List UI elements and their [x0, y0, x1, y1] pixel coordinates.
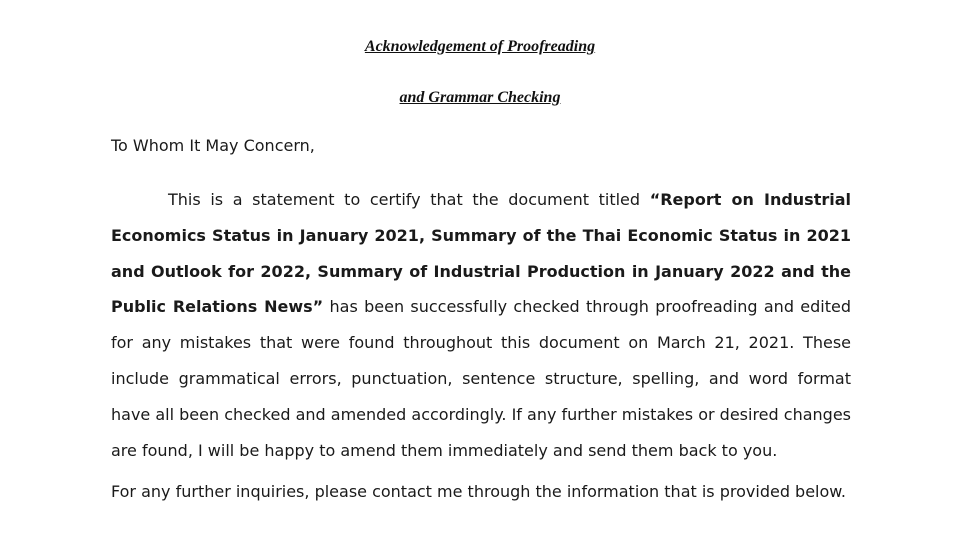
letter-greeting: To Whom It May Concern, [111, 136, 315, 155]
closing-line: For any further inquiries, please contact me through the information that is provided below. [111, 482, 846, 501]
paragraph-intro-text: This is a statement to certify that the document titled [168, 190, 650, 209]
paragraph-rest-text: has been successfully checked through proofreading and edited for any mistakes that were found throughout this document on March 21, 2021. These include grammatical errors, punctuation, sentence structure, spelling, and word format have all been checked and amended accordingly. If any further mistakes or desired changes are found, I will be happy to amend them immediately and send them back to you. [111, 297, 852, 460]
certified-document-title: “Report on Industrial Economics Status in January 2021, Summary of the Thai Economic Status in 2021 and Outlook for 2022, Summary of Industrial Production in January 2022 and the Public Relations News” [111, 190, 852, 317]
document-heading-line-1: Acknowledgement of Proofreading [364, 38, 596, 55]
document-heading-line-2: and Grammar Checking [399, 89, 561, 106]
certification-paragraph [111, 182, 851, 468]
